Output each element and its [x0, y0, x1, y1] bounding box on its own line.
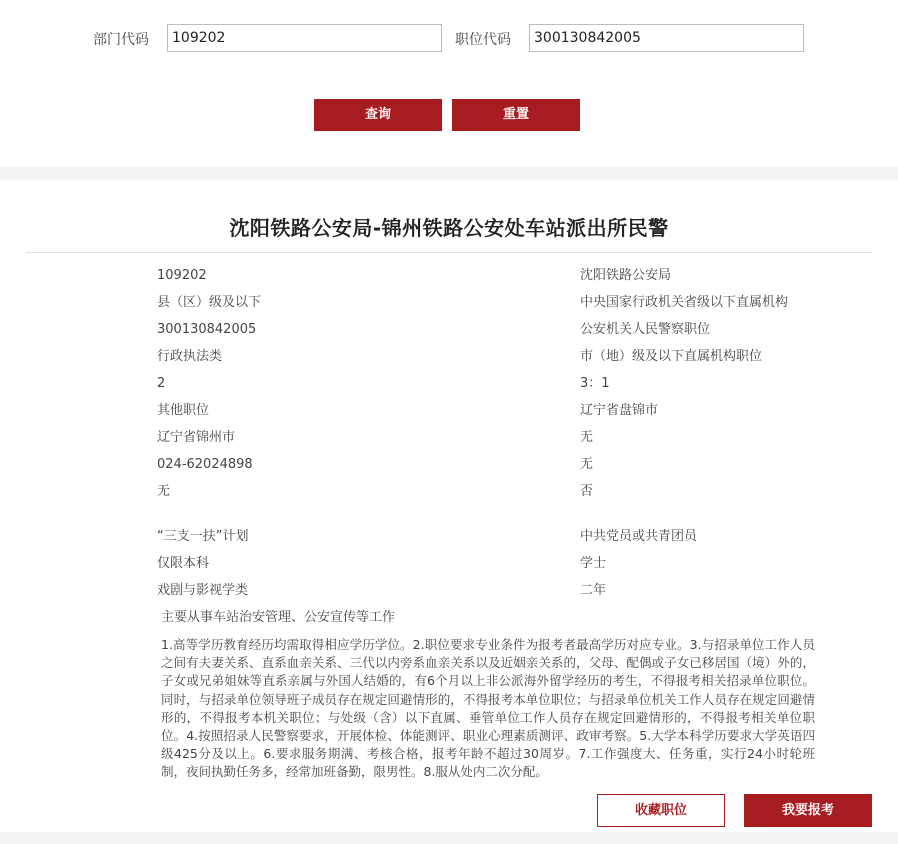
- position-code-label: 职位代码: [455, 32, 511, 48]
- bottom-separator: [0, 832, 898, 844]
- field-value: 300130842005: [157, 322, 257, 337]
- field-value: 二年: [580, 583, 607, 598]
- field-value: 否: [580, 484, 594, 499]
- field-value: 仅限本科: [157, 556, 210, 571]
- reset-button[interactable]: 重置: [452, 99, 580, 131]
- field-value: “三支一扶”计划: [157, 529, 249, 544]
- field-value: 辽宁省锦州市: [157, 430, 236, 445]
- field-value: 戏剧与影视学类: [157, 583, 249, 598]
- search-panel: [0, 0, 898, 167]
- apply-button[interactable]: 我要报考: [744, 794, 872, 827]
- field-value: 学士: [580, 556, 607, 571]
- summary-value: 主要从事车站治安管理、公安宣传等工作: [161, 610, 396, 625]
- field-value: 无: [580, 430, 594, 445]
- field-value: 公安机关人民警察职位: [580, 322, 711, 337]
- field-value: 3：1: [580, 376, 610, 391]
- position-title: 沈阳铁路公安局-锦州铁路公安处车站派出所民警: [229, 216, 669, 240]
- field-value: 无: [580, 457, 594, 472]
- field-value: 109202: [157, 268, 207, 283]
- field-value: 中共党员或共青团员: [580, 529, 698, 544]
- field-value: 中央国家行政机关省级以下直属机构: [580, 295, 789, 310]
- section-separator: [0, 167, 898, 180]
- field-value: 024-62024898: [157, 457, 253, 472]
- note-value: 1.高等学历教育经历均需取得相应学历学位。2.职位要求专业条件为报考者最高学历对应专业。3.与招录单位工作人员之间有夫妻关系、直系血亲关系、三代以内旁系血亲关系以及近姻亲关系的，父母、配偶或子女已移居国（境）外的，子女或兄弟姐妹等直系亲属与外国人结婚的，有6个月以上非公派海外留学经历的考生，不得报考相关招录单位职位。同时，与招录单位领导班子成员存在规定回避情形的，不得报考本单位职位；与招录单位机关工作人员存在规定回避情形的，不得报考本机关职位；与处级（含）以下直属、垂管单位工作人员存在规定回避情形的，不得报考相关单位职位。4.按照招录人民警察要求，开展体检、体能测评、职业心理素质测评、政审考察。5.大学本科学历要求大学英语四级425分及以上。6.要求服务期满、考核合格，报考年龄不超过30周岁。7.工作强度大、任务重，实行24小时轮班制，夜间执勤任务多，经常加班备勤，限男性。8.服从处内二次分配。: [161, 637, 815, 780]
- field-value: 其他职位: [157, 403, 210, 418]
- favorite-position-button[interactable]: 收藏职位: [597, 794, 725, 827]
- field-value: 无: [157, 484, 171, 499]
- field-value: 辽宁省盘锦市: [580, 403, 659, 418]
- query-button[interactable]: 查询: [314, 99, 442, 131]
- field-value: 沈阳铁路公安局: [580, 268, 672, 283]
- position-code-input[interactable]: [529, 24, 804, 52]
- title-divider: [26, 252, 872, 253]
- field-value: 市（地）级及以下直属机构职位: [580, 349, 763, 364]
- dept-code-label: 部门代码: [93, 32, 149, 48]
- field-value: 行政执法类: [157, 349, 223, 364]
- field-value: 2: [157, 376, 166, 391]
- dept-code-input[interactable]: [167, 24, 442, 52]
- field-value: 县（区）级及以下: [157, 295, 262, 310]
